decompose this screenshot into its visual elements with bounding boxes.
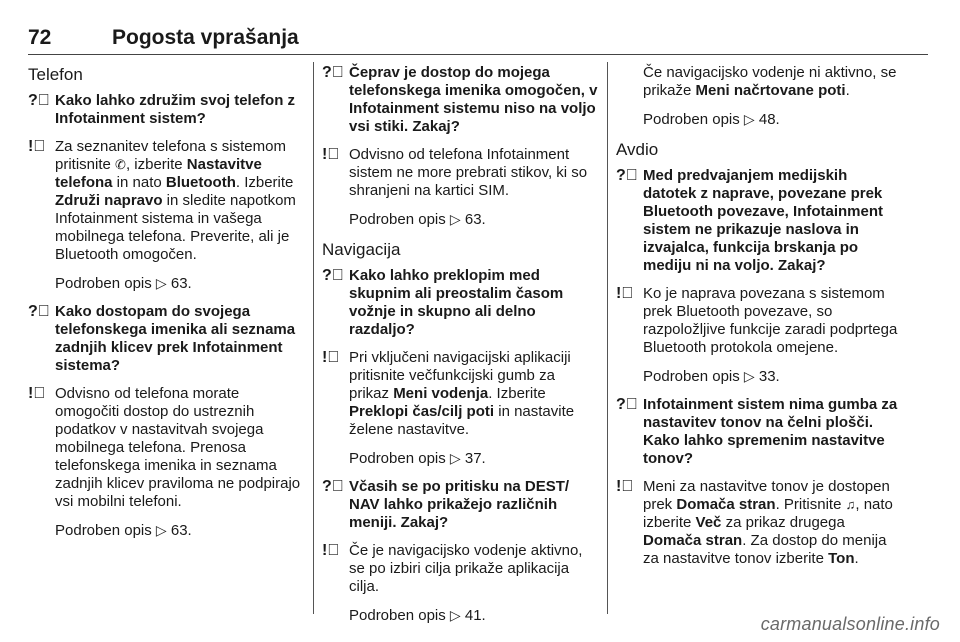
question-text: Infotainment sistem nima gumba za nastavitev tonov na čelni plošči. Kako lahko spremenim nastavitve tonov? — [643, 396, 898, 467]
answer-text: Odvisno od telefona morate omogočiti dostop do ustreznih podatkov v nastavitvah svojega mobilnega telefona. Prenosa telefonskega imenika in seznama zadnjih klicev praviloma ne podpirajo vsi mobilni telefoni. — [55, 385, 301, 510]
page-reference[interactable]: Podroben opis ▷ 63. — [349, 211, 486, 228]
answer-text: Če je navigacijsko vodenje aktivno, se po izbiri cilja prikaže aplikacija cilja. — [349, 542, 583, 595]
answer-item — [322, 349, 598, 439]
question-item — [28, 303, 304, 375]
phone-call-icon: ✆ — [115, 157, 126, 172]
answer-text — [55, 138, 296, 263]
page-reference[interactable]: Podroben opis ▷ 48. — [643, 111, 780, 128]
exclamation-circle-icon: !⃝ — [28, 385, 46, 402]
answer-segment: . — [845, 82, 850, 99]
question-mark-circle-icon: ?⃝ — [616, 167, 638, 184]
answer-text — [643, 478, 893, 567]
menu-term: Meni vodenja — [393, 385, 489, 402]
answer-segment: . Izberite — [488, 385, 546, 402]
right-triangle-icon: ▷ — [155, 275, 167, 291]
answer-item — [322, 542, 598, 596]
menu-term: Preklopi čas/cilj poti — [349, 403, 495, 420]
right-triangle-icon: ▷ — [449, 211, 461, 227]
answer-segment: in nato — [112, 174, 166, 191]
exclamation-circle-icon: !⃝ — [616, 285, 634, 302]
page-reference[interactable]: Podroben opis ▷ 33. — [643, 368, 780, 385]
question-mark-circle-icon: ?⃝ — [616, 396, 638, 413]
question-text: Kako dostopam do svojega telefonskega imenika ali seznama zadnjih klicev prek Infotainment sistema? — [55, 303, 296, 374]
answer-segment: , izberite — [125, 156, 187, 173]
answer-segment: , nato izberite — [643, 496, 893, 531]
question-text: Včasih se po pritisku na DEST/ NAV lahko prikažejo različnih meniji. Zakaj? — [349, 478, 570, 531]
menu-term: Več — [695, 514, 722, 531]
question-item — [28, 92, 304, 128]
exclamation-circle-icon: !⃝ — [28, 138, 46, 155]
exclamation-circle-icon: !⃝ — [322, 146, 340, 163]
answer-segment: . Izberite — [235, 174, 294, 191]
question-text: Kako lahko združim svoj telefon z Infotainment sistem? — [55, 92, 296, 127]
answer-item — [28, 138, 304, 264]
answer-segment: in nastavite želene nastavitve. — [349, 403, 575, 438]
answer-segment: za prikaz drugega — [721, 514, 845, 531]
question-item — [616, 396, 898, 468]
column-1 — [28, 64, 304, 550]
answer-segment: . Pritisnite — [775, 496, 846, 513]
exclamation-circle-icon: !⃝ — [322, 349, 340, 366]
answer-text: Odvisno od telefona Infotainment sistem ne more prebrati stikov, ki so shranjeni na kartici SIM. — [349, 146, 588, 199]
right-triangle-icon: ▷ — [155, 522, 167, 538]
answer-item — [28, 385, 304, 511]
question-mark-circle-icon: ?⃝ — [322, 64, 344, 81]
question-mark-circle-icon: ?⃝ — [322, 267, 344, 284]
page-reference[interactable]: Podroben opis ▷ 63. — [55, 275, 192, 292]
page-reference[interactable]: Podroben opis ▷ 41. — [349, 607, 486, 624]
page-header — [28, 22, 928, 56]
menu-term: Ton — [828, 550, 855, 567]
right-triangle-icon: ▷ — [449, 607, 461, 623]
answer-item — [616, 478, 898, 568]
exclamation-circle-icon: !⃝ — [322, 542, 340, 559]
answer-segment: in sledite napotkom Infotainment sistema in vašega mobilnega telefona. Preverite, ali je Bluetooth omogočen. — [55, 192, 296, 263]
question-item — [322, 478, 598, 532]
answer-continued — [643, 64, 898, 100]
answer-segment: . — [854, 550, 859, 567]
column-divider-2 — [607, 62, 608, 614]
menu-term: Domača stran — [676, 496, 776, 513]
question-mark-circle-icon: ?⃝ — [28, 92, 50, 109]
section-heading-telefon: Telefon — [28, 65, 83, 84]
watermark: carmanualsonline.info — [760, 614, 940, 634]
answer-text: Ko je naprava povezana s sistemom prek Bluetooth povezave, so razpoložljive funkcije zaradi podprtega Bluetooth protokola omejene. — [643, 285, 898, 356]
menu-term: Bluetooth — [165, 174, 236, 191]
question-text: Med predvajanjem medijskih datotek z naprave, povezane prek Bluetooth povezave, Infotainment sistem ne prikazuje naslova in izvajalca, funkcija brskanja po mediju ni na voljo. Zakaj? — [643, 167, 884, 274]
question-text: Čeprav je dostop do mojega telefonskega imenika omogočen, v Infotainment sistemu niso na voljo vsi stiki. Zakaj? — [349, 64, 598, 135]
answer-segment: Za seznanitev telefona s sistemom pritisnite — [55, 138, 286, 173]
page-reference[interactable]: Podroben opis ▷ 63. — [55, 522, 192, 539]
music-note-icon: ♫ — [845, 497, 856, 512]
answer-segment: Če navigacijsko vodenje ni aktivno, se prikaže — [643, 64, 897, 99]
column-2 — [322, 64, 598, 635]
question-item — [322, 64, 598, 136]
page-reference[interactable]: Podroben opis ▷ 37. — [349, 450, 486, 467]
menu-term: Nastavitve telefona — [55, 156, 262, 191]
page-title: Pogosta vprašanja — [112, 26, 299, 49]
question-item — [322, 267, 598, 339]
column-divider-1 — [313, 62, 314, 614]
answer-item — [322, 146, 598, 200]
section-heading-navigacija: Navigacija — [322, 240, 401, 259]
right-triangle-icon: ▷ — [743, 368, 755, 384]
answer-segment: . Za dostop do menija za nastavitve tonov izberite — [643, 532, 887, 567]
question-mark-circle-icon: ?⃝ — [322, 478, 344, 495]
column-3 — [616, 64, 898, 578]
answer-segment: Meni za nastavitve tonov je dostopen prek — [643, 478, 890, 513]
right-triangle-icon: ▷ — [743, 111, 755, 127]
header-rule — [28, 54, 928, 55]
section-heading-avdio: Avdio — [616, 140, 659, 159]
exclamation-circle-icon: !⃝ — [616, 478, 634, 495]
question-text: Kako lahko preklopim med skupnim ali preostalim časom vožnje in skupno ali delno razdaljo? — [349, 267, 564, 338]
question-mark-circle-icon: ?⃝ — [28, 303, 50, 320]
menu-term: Domača stran — [643, 532, 743, 549]
answer-segment: Pri vključeni navigacijski aplikaciji pritisnite večfunkcijski gumb za prikaz — [349, 349, 571, 402]
page-number: 72 — [28, 26, 52, 49]
answer-item — [616, 285, 898, 357]
answer-text — [349, 349, 574, 438]
menu-term: Združi napravo — [55, 192, 163, 209]
right-triangle-icon: ▷ — [449, 450, 461, 466]
menu-term: Meni načrtovane poti — [695, 82, 846, 99]
question-item — [616, 167, 898, 275]
